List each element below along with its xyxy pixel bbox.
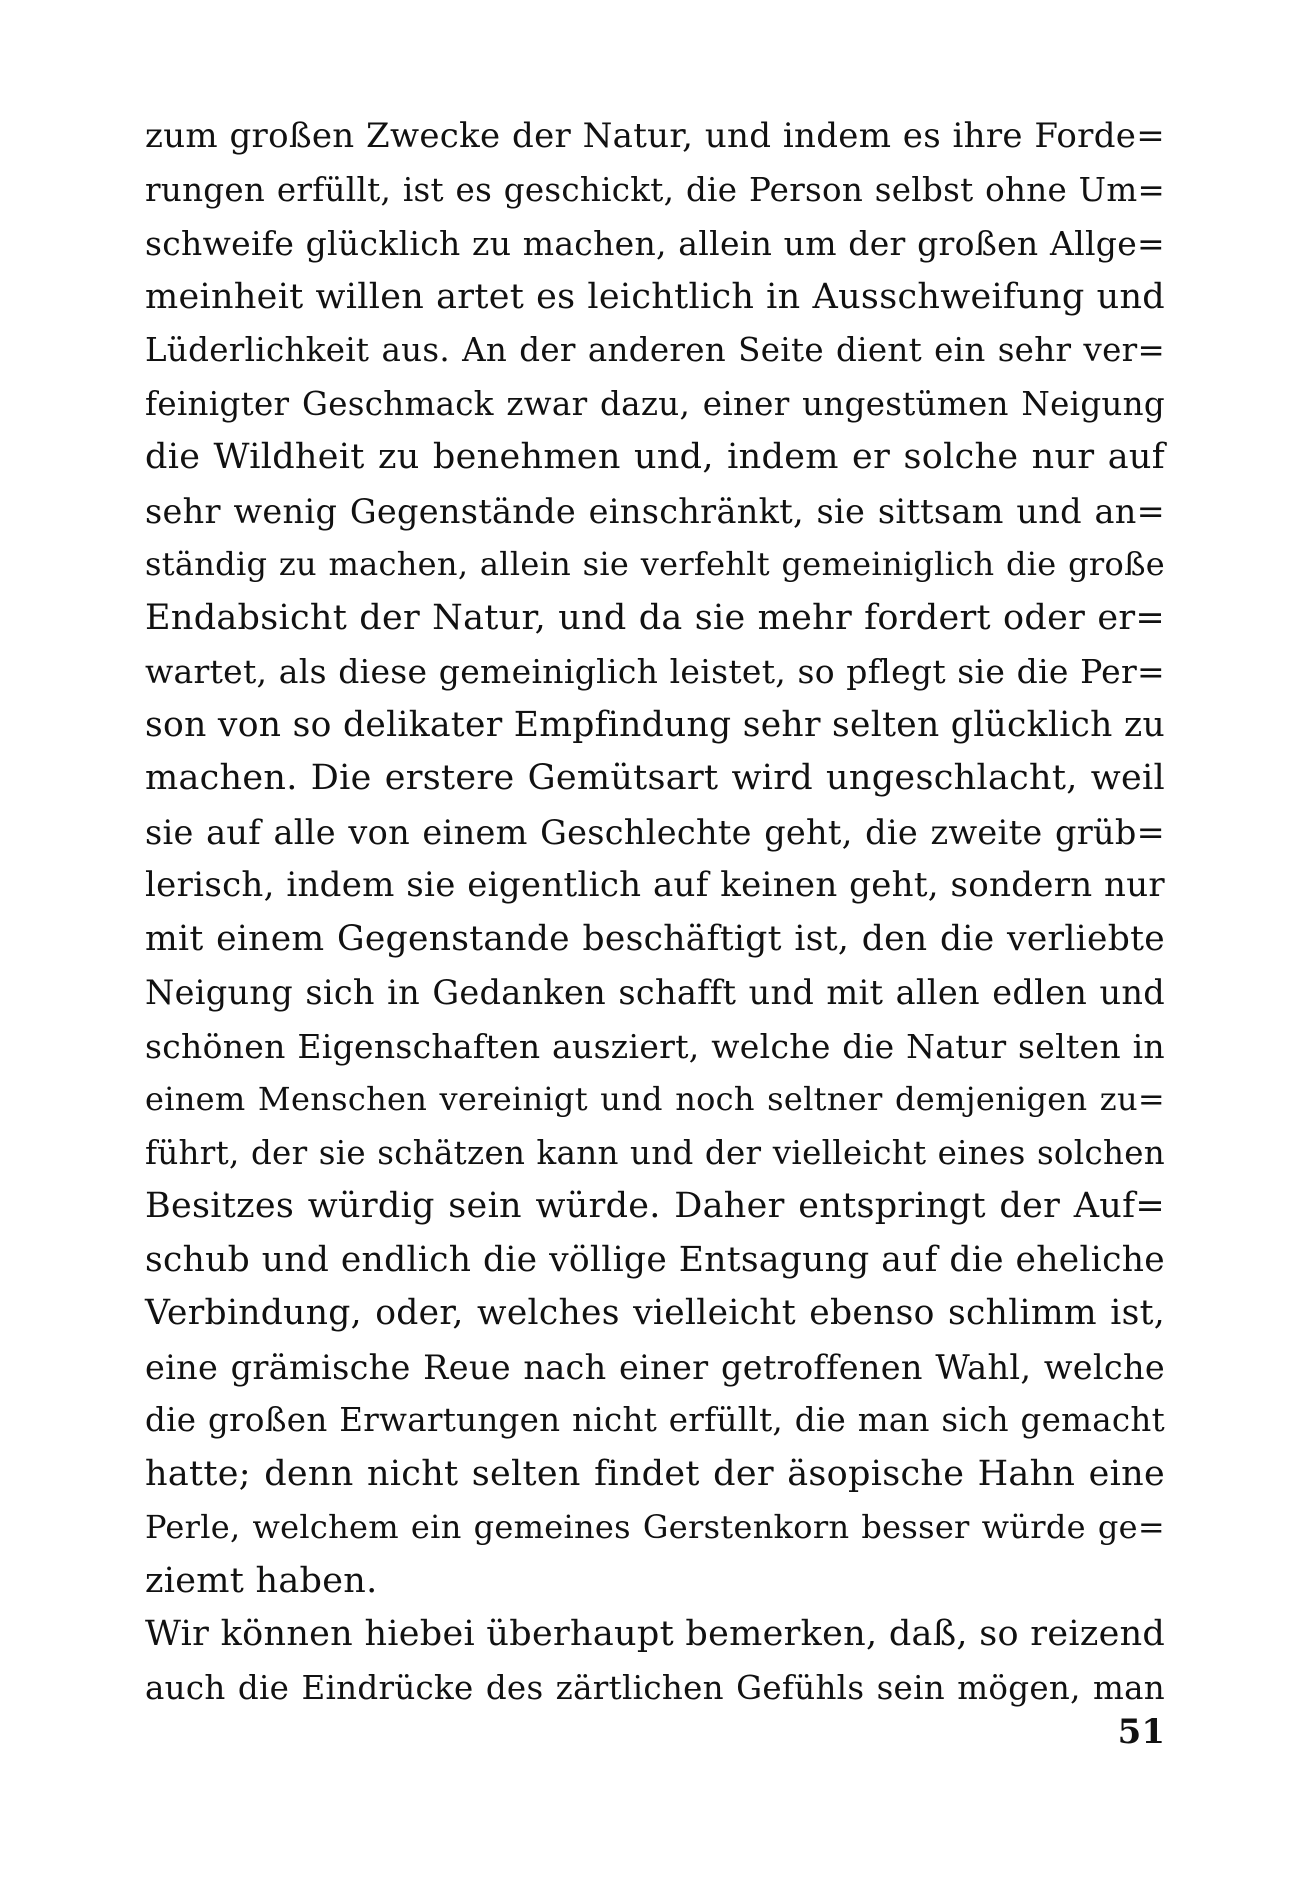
text-line: feinigter Geschmack zwar dazu, einer ungestümen Neigung bbox=[145, 384, 1165, 423]
text-line: lerisch, indem sie eigentlich auf keinen geht, sondern nur bbox=[145, 865, 1165, 905]
text-line: wartet, als diese gemeiniglich leistet, so pflegt sie die Per= bbox=[145, 652, 1165, 691]
text-line: Perle, welchem ein gemeines Gerstenkorn besser würde ge= bbox=[145, 1508, 1165, 1546]
text-line: einem Menschen vereinigt und noch seltner demjenigen zu= bbox=[145, 1080, 1165, 1118]
text-line: die Wildheit zu benehmen und, indem er solche nur auf bbox=[145, 437, 1165, 477]
text-line: hatte; denn nicht selten findet der äsopische Hahn eine bbox=[145, 1453, 1165, 1494]
text-line: Endabsicht der Natur, und da sie mehr fordert oder er= bbox=[145, 597, 1165, 638]
text-line: führt, der sie schätzen kann und der vielleicht eines solchen bbox=[145, 1133, 1165, 1172]
text-line: sehr wenig Gegenstände einschränkt, sie sittsam und an= bbox=[145, 491, 1165, 531]
text-line: die großen Erwartungen nicht erfüllt, die man sich gemacht bbox=[145, 1401, 1165, 1439]
text-line: meinheit willen artet es leichtlich in Ausschweifung und bbox=[145, 276, 1165, 317]
text-line: sie auf alle von einem Geschlechte geht, die zweite grüb= bbox=[145, 812, 1165, 852]
text-line: machen. Die erstere Gemütsart wird ungeschlacht, weil bbox=[145, 758, 1165, 798]
text-line: ziemt haben. bbox=[145, 1560, 378, 1601]
text-line: Wir können hiebei überhaupt bemerken, daß, so reizend bbox=[145, 1614, 1166, 1654]
text-line: Neigung sich in Gedanken schafft und mit allen edlen und bbox=[145, 973, 1165, 1012]
text-line: rungen erfüllt, ist es geschickt, die Person selbst ohne Um= bbox=[145, 170, 1165, 209]
text-line: Lüderlichkeit aus. An der anderen Seite dient ein sehr ver= bbox=[145, 331, 1165, 369]
text-line: schönen Eigenschaften ausziert, welche die Natur selten in bbox=[145, 1026, 1165, 1066]
text-line: Besitzes würdig sein würde. Daher entspringt der Auf= bbox=[145, 1186, 1165, 1226]
text-line: ständig zu machen, allein sie verfehlt gemeiniglich die große bbox=[145, 545, 1165, 583]
text-line: Verbindung, oder, welches vielleicht ebenso schlimm ist, bbox=[145, 1293, 1165, 1333]
text-line: eine grämische Reue nach einer getroffenen Wahl, welche bbox=[145, 1347, 1165, 1387]
text-line: mit einem Gegenstande beschäftigt ist, den die verliebte bbox=[145, 918, 1165, 959]
text-line: schweife glücklich zu machen, allein um der großen Allge= bbox=[145, 224, 1165, 263]
text-line: schub und endlich die völlige Entsagung auf die eheliche bbox=[145, 1239, 1165, 1280]
text-line: son von so delikater Empfindung sehr selten glücklich zu bbox=[145, 704, 1165, 745]
text-line: zum großen Zwecke der Natur, und indem es ihre Forde= bbox=[145, 116, 1165, 156]
body-text bbox=[145, 110, 1165, 1715]
text-line: auch die Eindrücke des zärtlichen Gefühls sein mögen, man bbox=[145, 1668, 1165, 1707]
page-number: 51 bbox=[1117, 1712, 1165, 1752]
